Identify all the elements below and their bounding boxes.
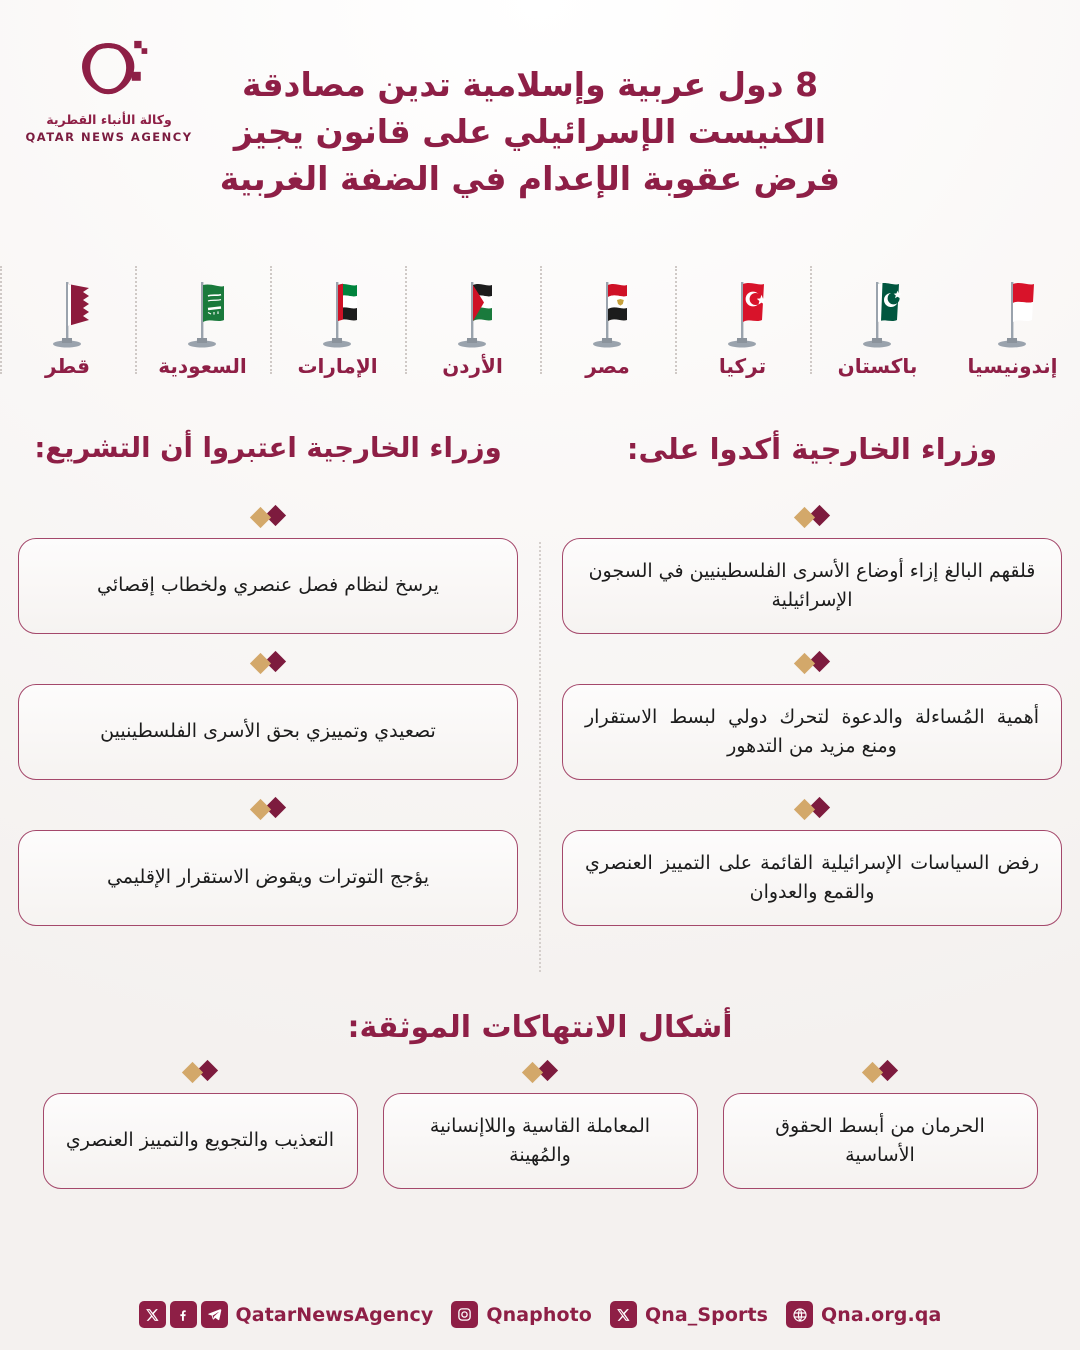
diamond-gold-icon — [250, 798, 271, 819]
egypt-flag-icon — [577, 276, 639, 352]
node-bottom-3 — [723, 1057, 1038, 1189]
jordan-flag-icon — [442, 276, 504, 352]
flag-cell-id — [945, 258, 1080, 378]
diamond-connector-icon — [43, 1057, 358, 1083]
facebook-icon[interactable] — [170, 1301, 197, 1328]
qna-logo — [24, 36, 194, 161]
title-line-3: فرض عقوبة الإعدام في الضفة الغربية — [219, 158, 840, 198]
instagram-icon[interactable] — [451, 1301, 478, 1328]
flag-label-qa: قطر — [44, 354, 91, 378]
violations-heading: أشكال الانتهاكات الموثقة: — [347, 1010, 733, 1045]
diamond-connector-icon — [18, 502, 518, 528]
node-left-3 — [18, 794, 518, 926]
indonesia-flag-icon — [982, 276, 1044, 352]
uae-flag-icon — [307, 276, 369, 352]
social-group-instagram[interactable] — [451, 1301, 592, 1328]
diamond-gold-icon — [794, 506, 815, 527]
flag-label-eg: مصر — [585, 354, 630, 378]
logo-english-text: QATAR NEWS AGENCY — [25, 130, 193, 144]
column-right — [562, 432, 1062, 926]
card-left-1-text: يرسخ لنظام فصل عنصري ولخطاب إقصائي — [97, 574, 439, 597]
flag-label-sa: السعودية — [158, 354, 247, 378]
social-footer — [0, 1301, 1080, 1328]
flag-label-ae: الإمارات — [297, 354, 378, 378]
flag-cell-pk — [810, 258, 945, 378]
card-bottom-3 — [723, 1093, 1038, 1189]
columns-section — [0, 432, 1080, 1002]
diamond-gold-icon — [794, 652, 815, 673]
node-left-1 — [18, 502, 518, 634]
card-left-2 — [18, 684, 518, 780]
diamond-connector-icon — [562, 502, 1062, 528]
column-right-heading: وزراء الخارجية أكدوا على: — [626, 432, 998, 466]
social-handle-website[interactable]: Qna.org.qa — [821, 1303, 942, 1326]
node-right-3 — [562, 794, 1062, 926]
title-line-1: 8 دول عربية وإسلامية تدين مصادقة — [241, 65, 819, 104]
node-left-2 — [18, 648, 518, 780]
flag-label-pk: باكستان — [837, 354, 918, 378]
card-right-2-text: أهمية المُساءلة والدعوة لتحرك دولي لبسط الاستقرار ومنع مزيد من التدهور — [585, 705, 1039, 757]
country-flags-row — [0, 258, 1080, 378]
x-icon[interactable] — [139, 1301, 166, 1328]
title-line-2: الكنيست الإسرائيلي على قانون يجيز — [233, 111, 827, 151]
diamond-connector-icon — [723, 1057, 1038, 1083]
diamond-connector-icon — [383, 1057, 698, 1083]
flag-cell-ae — [270, 258, 405, 378]
social-group-website[interactable] — [786, 1301, 941, 1328]
pakistan-flag-icon — [847, 276, 909, 352]
flag-cell-sa — [135, 258, 270, 378]
card-bottom-3-text: الحرمان من أبسط الحقوق الأساسية — [775, 1114, 985, 1166]
logo-arabic-text: وكالة الأنباء القطرية — [46, 112, 172, 127]
card-left-3-text: يؤجج التوترات ويقوض الاستقرار الإقليمي — [106, 866, 430, 889]
column-left-heading: وزراء الخارجية اعتبروا أن التشريع: — [34, 432, 502, 464]
diamond-connector-icon — [18, 794, 518, 820]
card-left-2-text: تصعيدي وتمييزي بحق الأسرى الفلسطينيين — [100, 720, 436, 743]
qatar-flag-icon — [37, 276, 99, 352]
globe-icon[interactable] — [786, 1301, 813, 1328]
flag-label-id: إندونيسيا — [967, 354, 1058, 378]
violations-section — [0, 1010, 1080, 1260]
card-bottom-1 — [43, 1093, 358, 1189]
card-bottom-2-text: المعاملة القاسية واللاإنسانية والمُهينة — [429, 1114, 651, 1166]
diamond-connector-icon — [562, 794, 1062, 820]
page-title — [220, 62, 840, 203]
violations-row — [0, 1057, 1080, 1189]
column-left — [18, 432, 518, 926]
social-group-sports[interactable] — [610, 1301, 768, 1328]
diamond-connector-icon — [562, 648, 1062, 674]
flag-cell-eg — [540, 258, 675, 378]
card-right-3-text: رفض السياسات الإسرائيلية القائمة على التمييز العنصري والقمع والعدوان — [585, 851, 1039, 903]
flag-cell-qa — [0, 258, 135, 378]
diamond-gold-icon — [862, 1061, 883, 1082]
saudi-flag-icon — [172, 276, 234, 352]
card-right-2 — [562, 684, 1062, 780]
diamond-gold-icon — [250, 652, 271, 673]
card-bottom-2 — [383, 1093, 698, 1189]
card-right-3 — [562, 830, 1062, 926]
social-handle-main[interactable]: QatarNewsAgency — [235, 1303, 434, 1326]
telegram-icon[interactable] — [201, 1301, 228, 1328]
node-bottom-1 — [43, 1057, 358, 1189]
x-icon[interactable] — [610, 1301, 637, 1328]
social-handle-instagram[interactable]: Qnaphoto — [486, 1303, 592, 1326]
social-icons-main — [139, 1301, 228, 1328]
header — [0, 0, 1080, 240]
flag-cell-jo — [405, 258, 540, 378]
column-divider — [539, 542, 541, 972]
card-right-1-text: قلقهم البالغ إزاء أوضاع الأسرى الفلسطينيين في السجون الإسرائيلية — [588, 559, 1036, 611]
node-right-1 — [562, 502, 1062, 634]
card-left-3 — [18, 830, 518, 926]
node-bottom-2 — [383, 1057, 698, 1189]
social-handle-sports[interactable]: Qna_Sports — [644, 1303, 769, 1326]
diamond-gold-icon — [794, 798, 815, 819]
node-right-2 — [562, 648, 1062, 780]
diamond-gold-icon — [522, 1061, 543, 1082]
card-left-1 — [18, 538, 518, 634]
diamond-connector-icon — [18, 648, 518, 674]
turkey-flag-icon — [712, 276, 774, 352]
flag-cell-tr — [675, 258, 810, 378]
diamond-gold-icon — [182, 1061, 203, 1082]
social-group-main[interactable] — [139, 1301, 434, 1328]
flag-label-tr: تركيا — [718, 354, 767, 378]
flag-label-jo: الأردن — [442, 354, 503, 378]
card-right-1 — [562, 538, 1062, 634]
diamond-gold-icon — [250, 506, 271, 527]
qna-logo-icon — [68, 36, 150, 106]
card-bottom-1-text: التعذيب والتجويع والتمييز العنصري — [65, 1129, 335, 1152]
